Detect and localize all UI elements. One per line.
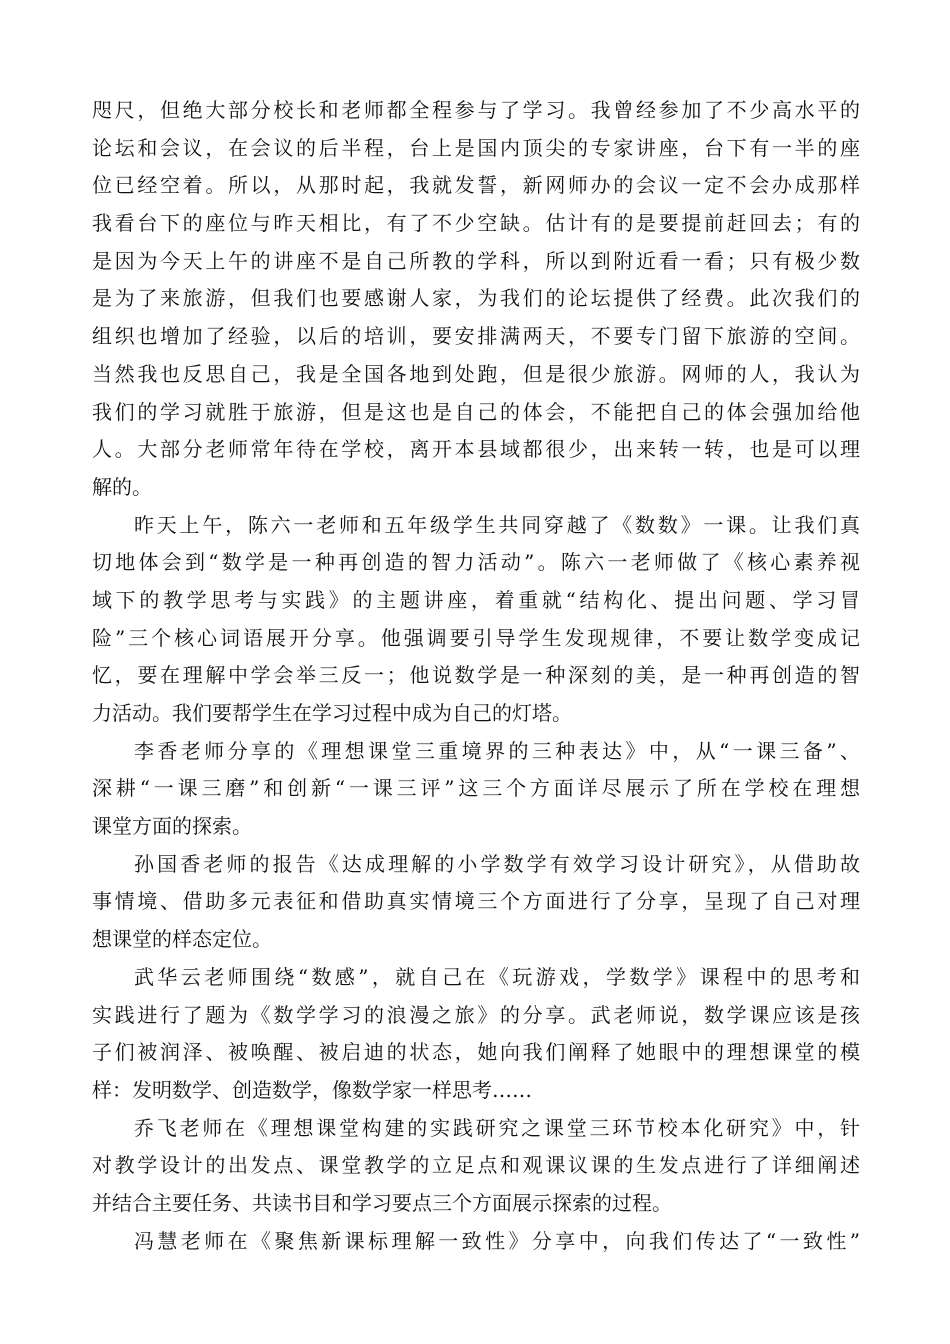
text-line: 对教学设计的出发点、课堂教学的立足点和观课议课的生发点进行了详细阐述 [92,1153,860,1178]
text-line: 险”三个核心词语展开分享。他强调要引导学生发现规律，不要让数学变成记 [92,625,860,650]
text-line: 课堂方面的探索。 [92,814,252,839]
text-line: 当然我也反思自己，我是全国各地到处跑，但是很少旅游。网师的人，我认为 [92,361,860,386]
text-line: 论坛和会议，在会议的后半程，台上是国内顶尖的专家讲座，台下有一半的座 [92,135,860,160]
text-line: 冯慧老师在《聚焦新课标理解一致性》分享中，向我们传达了“一致性” [134,1228,860,1253]
text-line: 域下的教学思考与实践》的主题讲座，着重就“结构化、提出问题、学习冒 [92,587,860,612]
text-line: 武华云老师围绕“数感”，就自己在《玩游戏，学数学》课程中的思考和 [134,964,860,989]
text-line: 样：发明数学、创造数学，像数学家一样思考…… [92,1077,532,1102]
text-line: 事情境、借助多元表征和借助真实情境三个方面进行了分享，呈现了自己对理 [92,889,860,914]
text-line: 是为了来旅游，但我们也要感谢人家，为我们的论坛提供了经费。此次我们的 [92,286,860,311]
text-line: 切地体会到“数学是一种再创造的智力活动”。陈六一老师做了《核心素养视 [92,550,860,575]
text-line: 李香老师分享的《理想课堂三重境界的三种表达》中，从“一课三备”、 [134,738,860,763]
text-line: 我们的学习就胜于旅游，但是这也是自己的体会，不能把自己的体会强加给他 [92,399,860,424]
text-line: 实践进行了题为《数学学习的浪漫之旅》的分享。武老师说，数学课应该是孩 [92,1002,860,1027]
text-line: 人。大部分老师常年待在学校，离开本县域都很少，出来转一转，也是可以理 [92,437,860,462]
text-line: 位已经空着。所以，从那时起，我就发誓，新网师办的会议一定不会办成那样 [92,173,860,198]
text-line: 力活动。我们要帮学生在学习过程中成为自己的灯塔。 [92,701,572,725]
text-line: 忆，要在理解中学会举三反一；他说数学是一种深刻的美，是一种再创造的智 [92,663,860,688]
text-line: 我看台下的座位与昨天相比，有了不少空缺。估计有的是要提前赶回去；有的 [92,211,860,236]
text-line: 组织也增加了经验，以后的培训，要安排满两天，不要专门留下旅游的空间。 [92,324,860,349]
text-line: 孙国香老师的报告《达成理解的小学数学有效学习设计研究》，从借助故 [134,851,860,876]
text-line: 是因为今天上午的讲座不是自己所教的学科，所以到附近看一看；只有极少数 [92,248,860,273]
text-line: 乔飞老师在《理想课堂构建的实践研究之课堂三环节校本化研究》中，针 [134,1115,860,1140]
text-line: 咫尺，但绝大部分校长和老师都全程参与了学习。我曾经参加了不少高水平的 [92,98,860,122]
text-line: 并结合主要任务、共读书目和学习要点三个方面展示探索的过程。 [92,1190,672,1215]
text-line: 昨天上午，陈六一老师和五年级学生共同穿越了《数数》一课。让我们真 [134,512,860,537]
text-line: 解的。 [92,474,152,499]
text-line: 子们被润泽、被唤醒、被启迪的状态，她向我们阐释了她眼中的理想课堂的模 [92,1040,860,1065]
body-text [92,92,860,1260]
text-line: 想课堂的样态定位。 [92,927,272,952]
text-line: 深耕“一课三磨”和创新“一课三评”这三个方面详尽展示了所在学校在理想 [92,776,860,801]
